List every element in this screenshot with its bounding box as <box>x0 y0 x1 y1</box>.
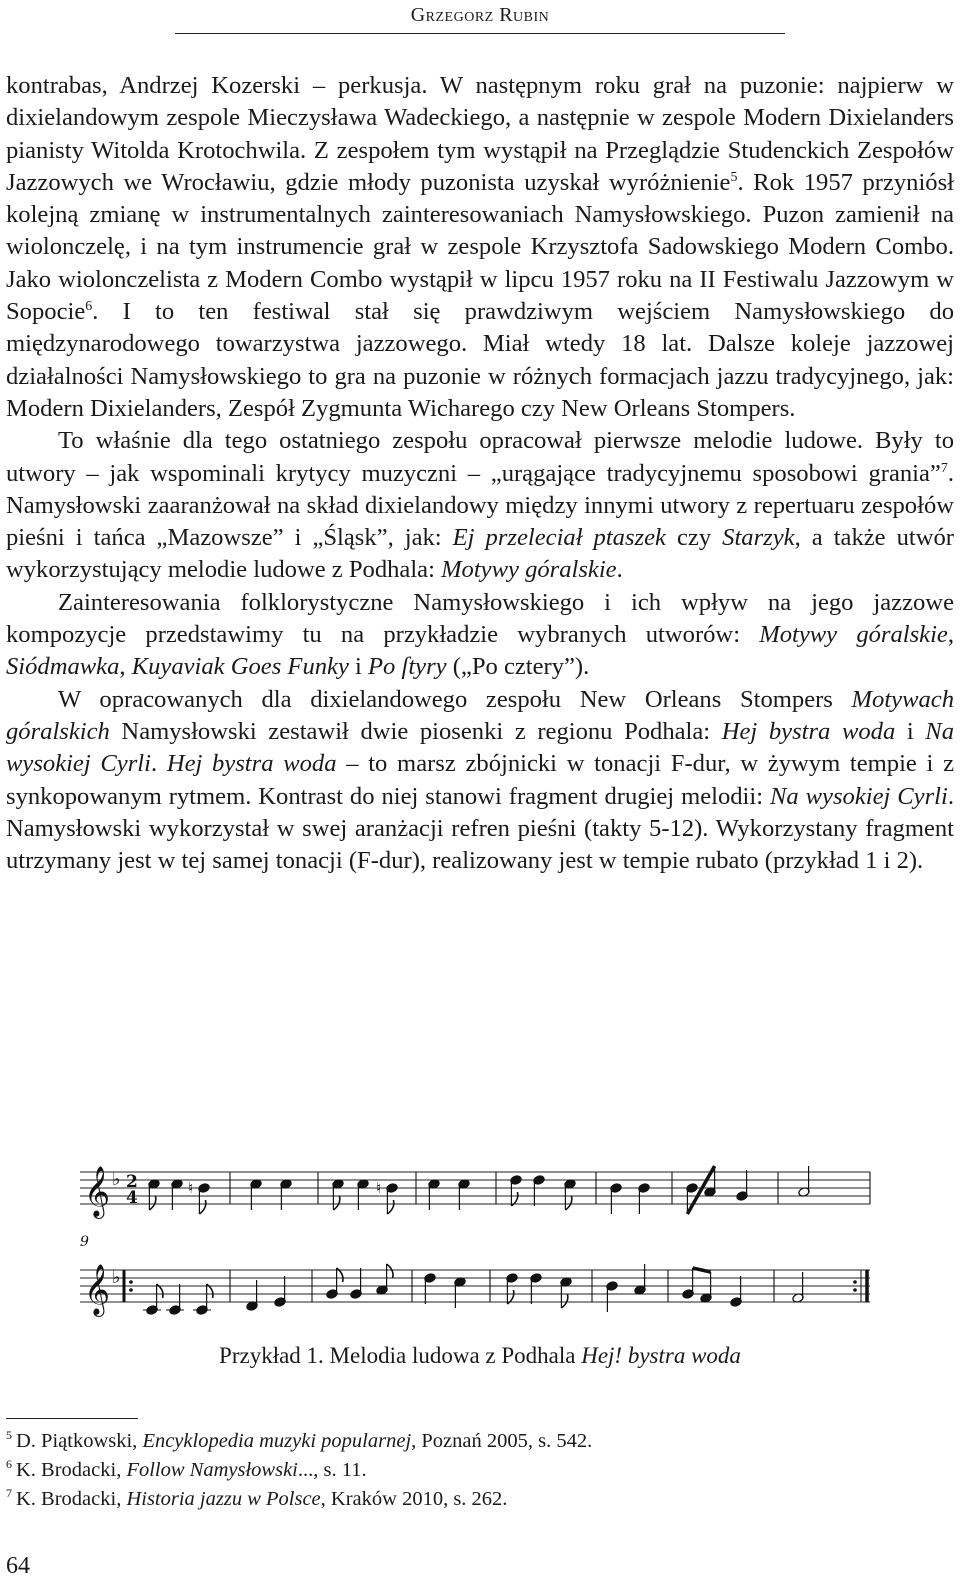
text-run: ..., s. 11. <box>297 1459 367 1481</box>
body-text <box>6 70 954 877</box>
footnote-ref: 7 <box>940 460 948 476</box>
text-run: . Rok 1957 przyniósł kolejną zmianę w instrumentalnych zainteresowaniach Namysłowskiego. Puzon zamienił na wiolonczelę, i na tym instrumencie grał w zespole Krzysztofa Sadowskiego Modern Combo. Jako wiolonczelista z Modern Combo wystąpił w lipcu 1957 roku na II Festiwalu Jazzowym w Sopocie <box>6 168 954 326</box>
text-run: – to marsz zbójnicki w tonacji F-dur, w żywym tempie i z synkopowanym rytmem. Kontrast do niej stanowi fragment drugiej melodii: <box>6 750 954 810</box>
italic-title: Follow Namysłowski <box>126 1459 298 1481</box>
footnote <box>6 1427 946 1456</box>
italic-title: Siódmawka <box>6 653 120 681</box>
text-run: K. Brodacki, <box>16 1488 127 1510</box>
note-flag <box>387 1264 393 1278</box>
text-run: Zainteresowania folklorystyczne Namysłowskiego i ich wpływ na jego jazzowe kompozycje przedstawimy tu na przykładzie wybranych utworów: <box>6 588 954 649</box>
footnote-ref: 5 <box>730 169 738 185</box>
note-flag <box>149 1196 155 1210</box>
repeat-dot <box>129 1288 133 1292</box>
text-run: („Po cztery”). <box>446 653 590 681</box>
caption-text: Przykład 1. Melodia ludowa z Podhala <box>219 1343 582 1368</box>
text-run: , Poznań 2005, s. 542. <box>411 1430 593 1452</box>
text-run: i <box>348 653 369 681</box>
measure-number: 9 <box>80 1234 89 1250</box>
text-run: Namysłowski zestawił dwie piosenki z regionu Podhala: <box>109 717 722 745</box>
footnote-number: 5 <box>6 1428 12 1442</box>
caption-title: Hej! bystra woda <box>581 1343 741 1368</box>
footnote-number: 6 <box>6 1457 12 1471</box>
italic-title: Motywy góralskie <box>759 621 948 649</box>
note-flag <box>199 1200 205 1214</box>
italic-title: Motywach góralskich <box>6 685 954 745</box>
italic-title: Hej bystra woda <box>721 717 896 745</box>
italic-title: Kuyaviak Goes Funky <box>131 653 349 681</box>
text-run: . <box>150 750 167 778</box>
note-flag <box>565 1196 571 1210</box>
footnote-rule <box>6 1418 138 1419</box>
text-run: , <box>947 621 955 649</box>
text-run: kontrabas, Andrzej Kozerski – perkusja. W następnym roku grał na puzonie: najpierw w dixielandowym zespole Mieczysława Wadeckiego, a następnie w zespole Modern Dixielanders pianisty Witolda Krotochwila. Z zespołem tym wystąpił na Przeglądzie Studenckich Zespołów Jazzowych we Wrocławiu, gdzie młody puzonista uzyskał wyróżnienie <box>6 72 954 196</box>
figure-caption <box>0 1343 960 1369</box>
key-flat-icon: ♭ <box>112 1267 121 1288</box>
italic-title: Na wysokiej Cyrli <box>6 717 954 778</box>
text-run: . Namysłowski zaaranżował na skład dixielandowy między innymi utwory z repertuaru zespołów pieśni i tańca „Mazowsze” i „Śląsk”, jak: <box>6 459 954 552</box>
footnote-number: 7 <box>6 1486 12 1500</box>
repeat-dot <box>129 1280 133 1284</box>
text-run: czy <box>665 524 723 552</box>
footnote-ref: 6 <box>85 299 93 315</box>
footnote <box>6 1485 946 1514</box>
text-run: , Kraków 2010, s. 262. <box>320 1488 508 1510</box>
treble-clef-icon: 𝄞 <box>84 1166 111 1217</box>
paragraph <box>6 587 954 684</box>
footnotes <box>6 1427 946 1514</box>
repeat-dot <box>853 1288 857 1292</box>
italic-title: Po ſtyry <box>368 653 447 681</box>
time-signature-top: 2 <box>126 1172 138 1192</box>
text-run: K. Brodacki, <box>16 1459 127 1481</box>
text-run: . Namysłowski wykorzystał w swej aranżacji refren pieśni (takty 5-12). Wykorzystany fragment utrzymany jest w tej samej tonacji (F-dur), realizowany jest w tempie rubato (przykład 1 i 2). <box>6 782 954 875</box>
italic-title: Motywy góralskie <box>441 556 617 584</box>
text-run: W opracowanych dla dixielandowego zespołu New Orleans Stompers <box>58 685 852 713</box>
text-run: , a także utwór wykorzystujący melodie ludowe z Podhala: <box>6 524 954 584</box>
header-rule <box>175 33 785 34</box>
text-run: To właśnie dla tego ostatniego zespołu opracował pierwsze melodie ludowe. Były to utwory – jak wspominali krytycy muzyczni – „urągające tradycyjnemu sposobowi grania” <box>6 427 954 487</box>
running-header: Grzegorz Rubin <box>410 4 550 26</box>
note-beam <box>693 1268 711 1272</box>
paragraph <box>6 425 954 586</box>
music-example <box>80 1160 880 1320</box>
footnote <box>6 1456 946 1485</box>
text-run: . I to ten festiwal stał się prawdziwym wejściem Namysłowskiego do międzynarodowego towarzystwa jazzowego. Miał wtedy 18 lat. Dalsze koleje jazzowej działalności Namysłowskiego to gra na puzonie w różnych formacjach jazzu tradycyjnego, jak: Modern Dixielanders, Zespół Zygmunta Wicharego czy New Orleans Stompers. <box>6 298 954 422</box>
italic-title: Encyklopedia muzyki popularnej <box>142 1430 412 1452</box>
italic-title: Na wysokiej Cyrli <box>770 782 948 810</box>
paragraph <box>6 70 954 425</box>
time-signature-bottom: 4 <box>126 1188 138 1208</box>
key-flat-icon: ♭ <box>112 1169 121 1190</box>
note-flag <box>333 1196 339 1210</box>
note-flag <box>387 1200 393 1214</box>
text-run: , <box>119 653 132 681</box>
page-number: 64 <box>6 1553 30 1579</box>
italic-title: Starzyk <box>722 524 795 552</box>
italic-title: Historia jazzu w Polsce <box>126 1488 321 1510</box>
italic-title: Ej przeleciał ptaszek <box>452 524 666 552</box>
paragraph <box>6 684 954 878</box>
natural-sign-icon: ♮ <box>188 1179 194 1197</box>
treble-clef-icon: 𝄞 <box>84 1264 111 1315</box>
text-run: D. Piątkowski, <box>16 1430 143 1452</box>
note-flag <box>561 1294 567 1308</box>
text-run: i <box>895 717 926 745</box>
repeat-dot <box>853 1280 857 1284</box>
natural-sign-icon: ♮ <box>376 1179 382 1197</box>
text-run: . <box>616 556 623 584</box>
italic-title: Hej bystra woda <box>166 750 337 778</box>
